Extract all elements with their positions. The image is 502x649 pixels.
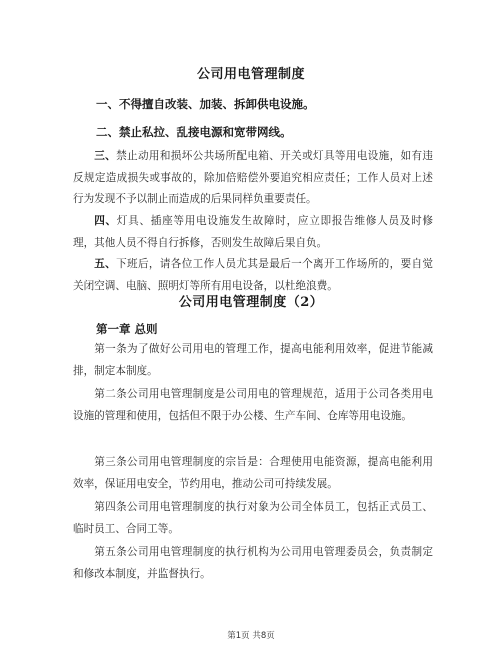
- article-3: 第三条公司用电管理制度的宗旨是：合理使用电能资源，提高电能利用效率，保证用电安全，节约用电，推动公司可持续发展。: [73, 456, 433, 490]
- rule-3-text: 禁止动用和损坏公共场所配电箱、开关或灯具等用电设施，如有违反规定造成损失或事故的，除加倍赔偿外要追究相应责任；工作人员对上述行为发现不予以制止而造成的后果同样负重要责任。: [73, 150, 434, 205]
- rule-1: 一、不得擅自改装、加装、拆卸供电设施。: [96, 97, 315, 111]
- article-1: 第一条为了做好公司用电的管理工作，提高电能利用效率，促进节能减排，制定本制度。: [73, 343, 433, 377]
- article-5: 第五条公司用电管理制度的执行机构为公司用电管理委员会，负责制定和修改本制度，并监督执行。: [73, 546, 433, 580]
- rule-4-number: 四、: [94, 215, 117, 227]
- rule-5-number: 五、: [94, 258, 117, 270]
- rule-4-text: 灯具、插座等用电设施发生故障时，应立即报告维修人员及时修理，其他人员不得自行拆修，否则发生故障后果自负。: [73, 215, 434, 249]
- chapter-heading: 第一章 总则: [96, 322, 158, 336]
- section-title: 公司用电管理制度（2）: [178, 295, 324, 310]
- document-title: 公司用电管理制度: [196, 67, 305, 82]
- article-2: 第二条公司用电管理制度是公司用电的管理规范，适用于公司各类用电设施的管理和使用，包括但不限于办公楼、生产车间、仓库等用电设施。: [73, 388, 433, 422]
- rule-2: 二、禁止私拉、乱接电源和宽带网线。: [96, 125, 292, 139]
- rule-5-text: 下班后，请各位工作人员尤其是最后一个离开工作场所的，要自觉关闭空调、电脑、照明灯等所有用电设备，以杜绝浪费。: [73, 258, 434, 292]
- rule-4: [73, 211, 433, 254]
- article-4: 第四条公司用电管理制度的执行对象为公司全体员工，包括正式员工、临时员工、合同工等。: [73, 501, 433, 535]
- page-footer: 第1页 共8页: [227, 631, 275, 641]
- rule-3-number: 三、: [94, 150, 117, 162]
- rule-3: [73, 146, 433, 211]
